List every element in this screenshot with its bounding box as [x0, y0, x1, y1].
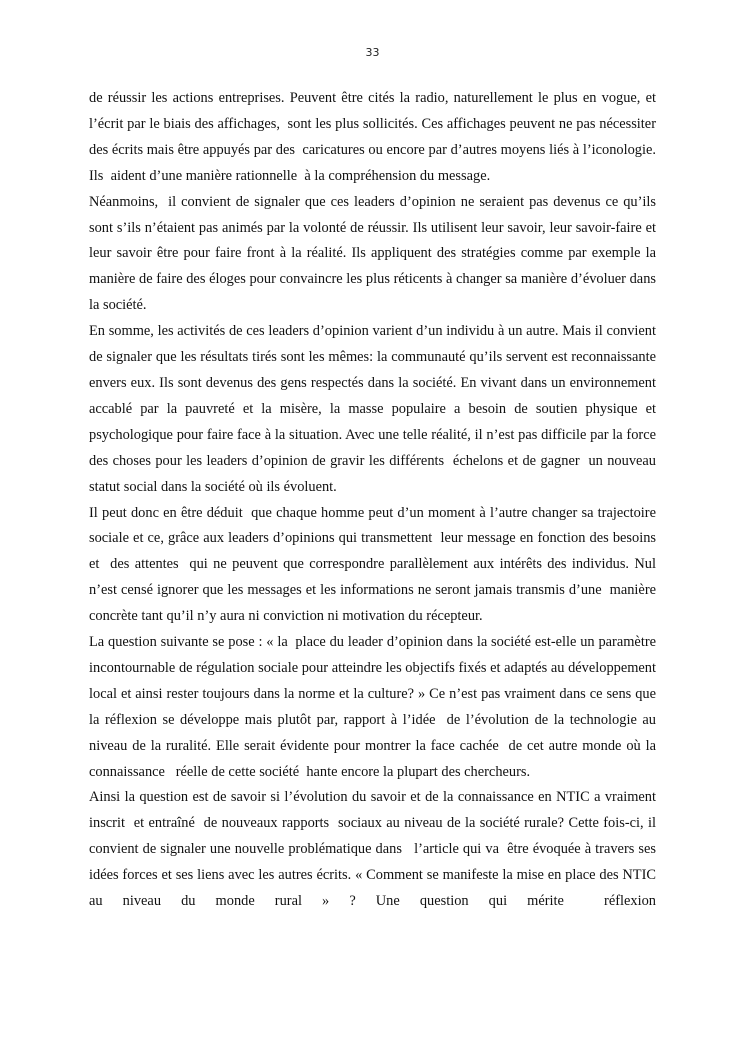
paragraph: Néanmoins, il convient de signaler que ces leaders d’opinion ne seraient pas devenus ce qu’ils sont s’ils n’étaient pas animés par la volonté de réussir. Ils utilisent leur savoir, leur savoir-faire et leur savoir être pour faire front à la réalité. Ils appliquent des stratégies comme par exemple la manière de faire des éloges pour convaincre les plus réticents à changer sa manière d’évoluer dans la société. [89, 193, 660, 314]
paragraph: de réussir les actions entreprises. Peuvent être cités la radio, naturellement le plus en vogue, et l’écrit par le biais des affichages, sont les plus sollicités. Ces affichages peuvent ne pas nécessiter des écrits mais être appuyés par des caricatures ou encore par d’autres moyens liés à l’iconologie. Ils aident d’une manière rationnelle à la compréhension du message. [89, 90, 660, 184]
page-number: 33 [365, 46, 380, 59]
document-body [89, 86, 664, 915]
paragraph: Il peut donc en être déduit que chaque homme peut d’un moment à l’autre changer sa trajectoire sociale et ce, grâce aux leaders d’opinions qui transmettent leur message en fonction des besoins et des attentes qui ne peuvent que correspondre parallèlement aux intérêts des individus. Nul n’est censé ignorer que les messages et les informations ne seront jamais transmis d’une manière concrète tant qu’il n’y aura ni conviction ni motivation du récepteur. [89, 504, 664, 625]
paragraph: Ainsi la question est de savoir si l’évolution du savoir et de la connaissance en NTIC a vraiment inscrit et entraîné de nouveaux rapports sociaux au niveau de la société rurale? Cette fois-ci, il convient de signaler une nouvelle problématique dans l’article qui va être évoquée à travers ses idées forces et ses liens avec les autres écrits. « Comment se manifeste la mise en place des NTIC au niveau du monde rural » ? Une question qui mérite réflexion [89, 789, 664, 910]
paragraph: En somme, les activités de ces leaders d’opinion varient d’un individu à un autre. Mais il convient de signaler que les résultats tirés sont les mêmes: la communauté qu’ils servent est reconnaissante envers eux. Ils sont devenus des gens respectés dans la société. En vivant dans un environnement accablé par la pauvreté et la misère, la masse populaire a besoin de soutien physique et psychologique pour faire face à la situation. Avec une telle réalité, il n’est pas difficile par la force des choses pour les leaders d’opinion de gravir les différents échelons et de gagner un nouveau statut social dans la société où ils évoluent. [89, 323, 660, 495]
paragraph: La question suivante se pose : « la place du leader d’opinion dans la société est-elle un paramètre incontournable de régulation sociale pour atteindre les objectifs fixés et adaptés au développement local et ainsi rester toujours dans la norme et la culture? » Ce n’est pas vraiment dans ce sens que la réflexion se développe mais plutôt par, rapport à l’idée de l’évolution de la technologie au niveau de la ruralité. Elle serait évidente pour montrer la face cachée de cet autre monde où la connaissance réelle de cette société hante encore la plupart des chercheurs. [89, 634, 664, 780]
